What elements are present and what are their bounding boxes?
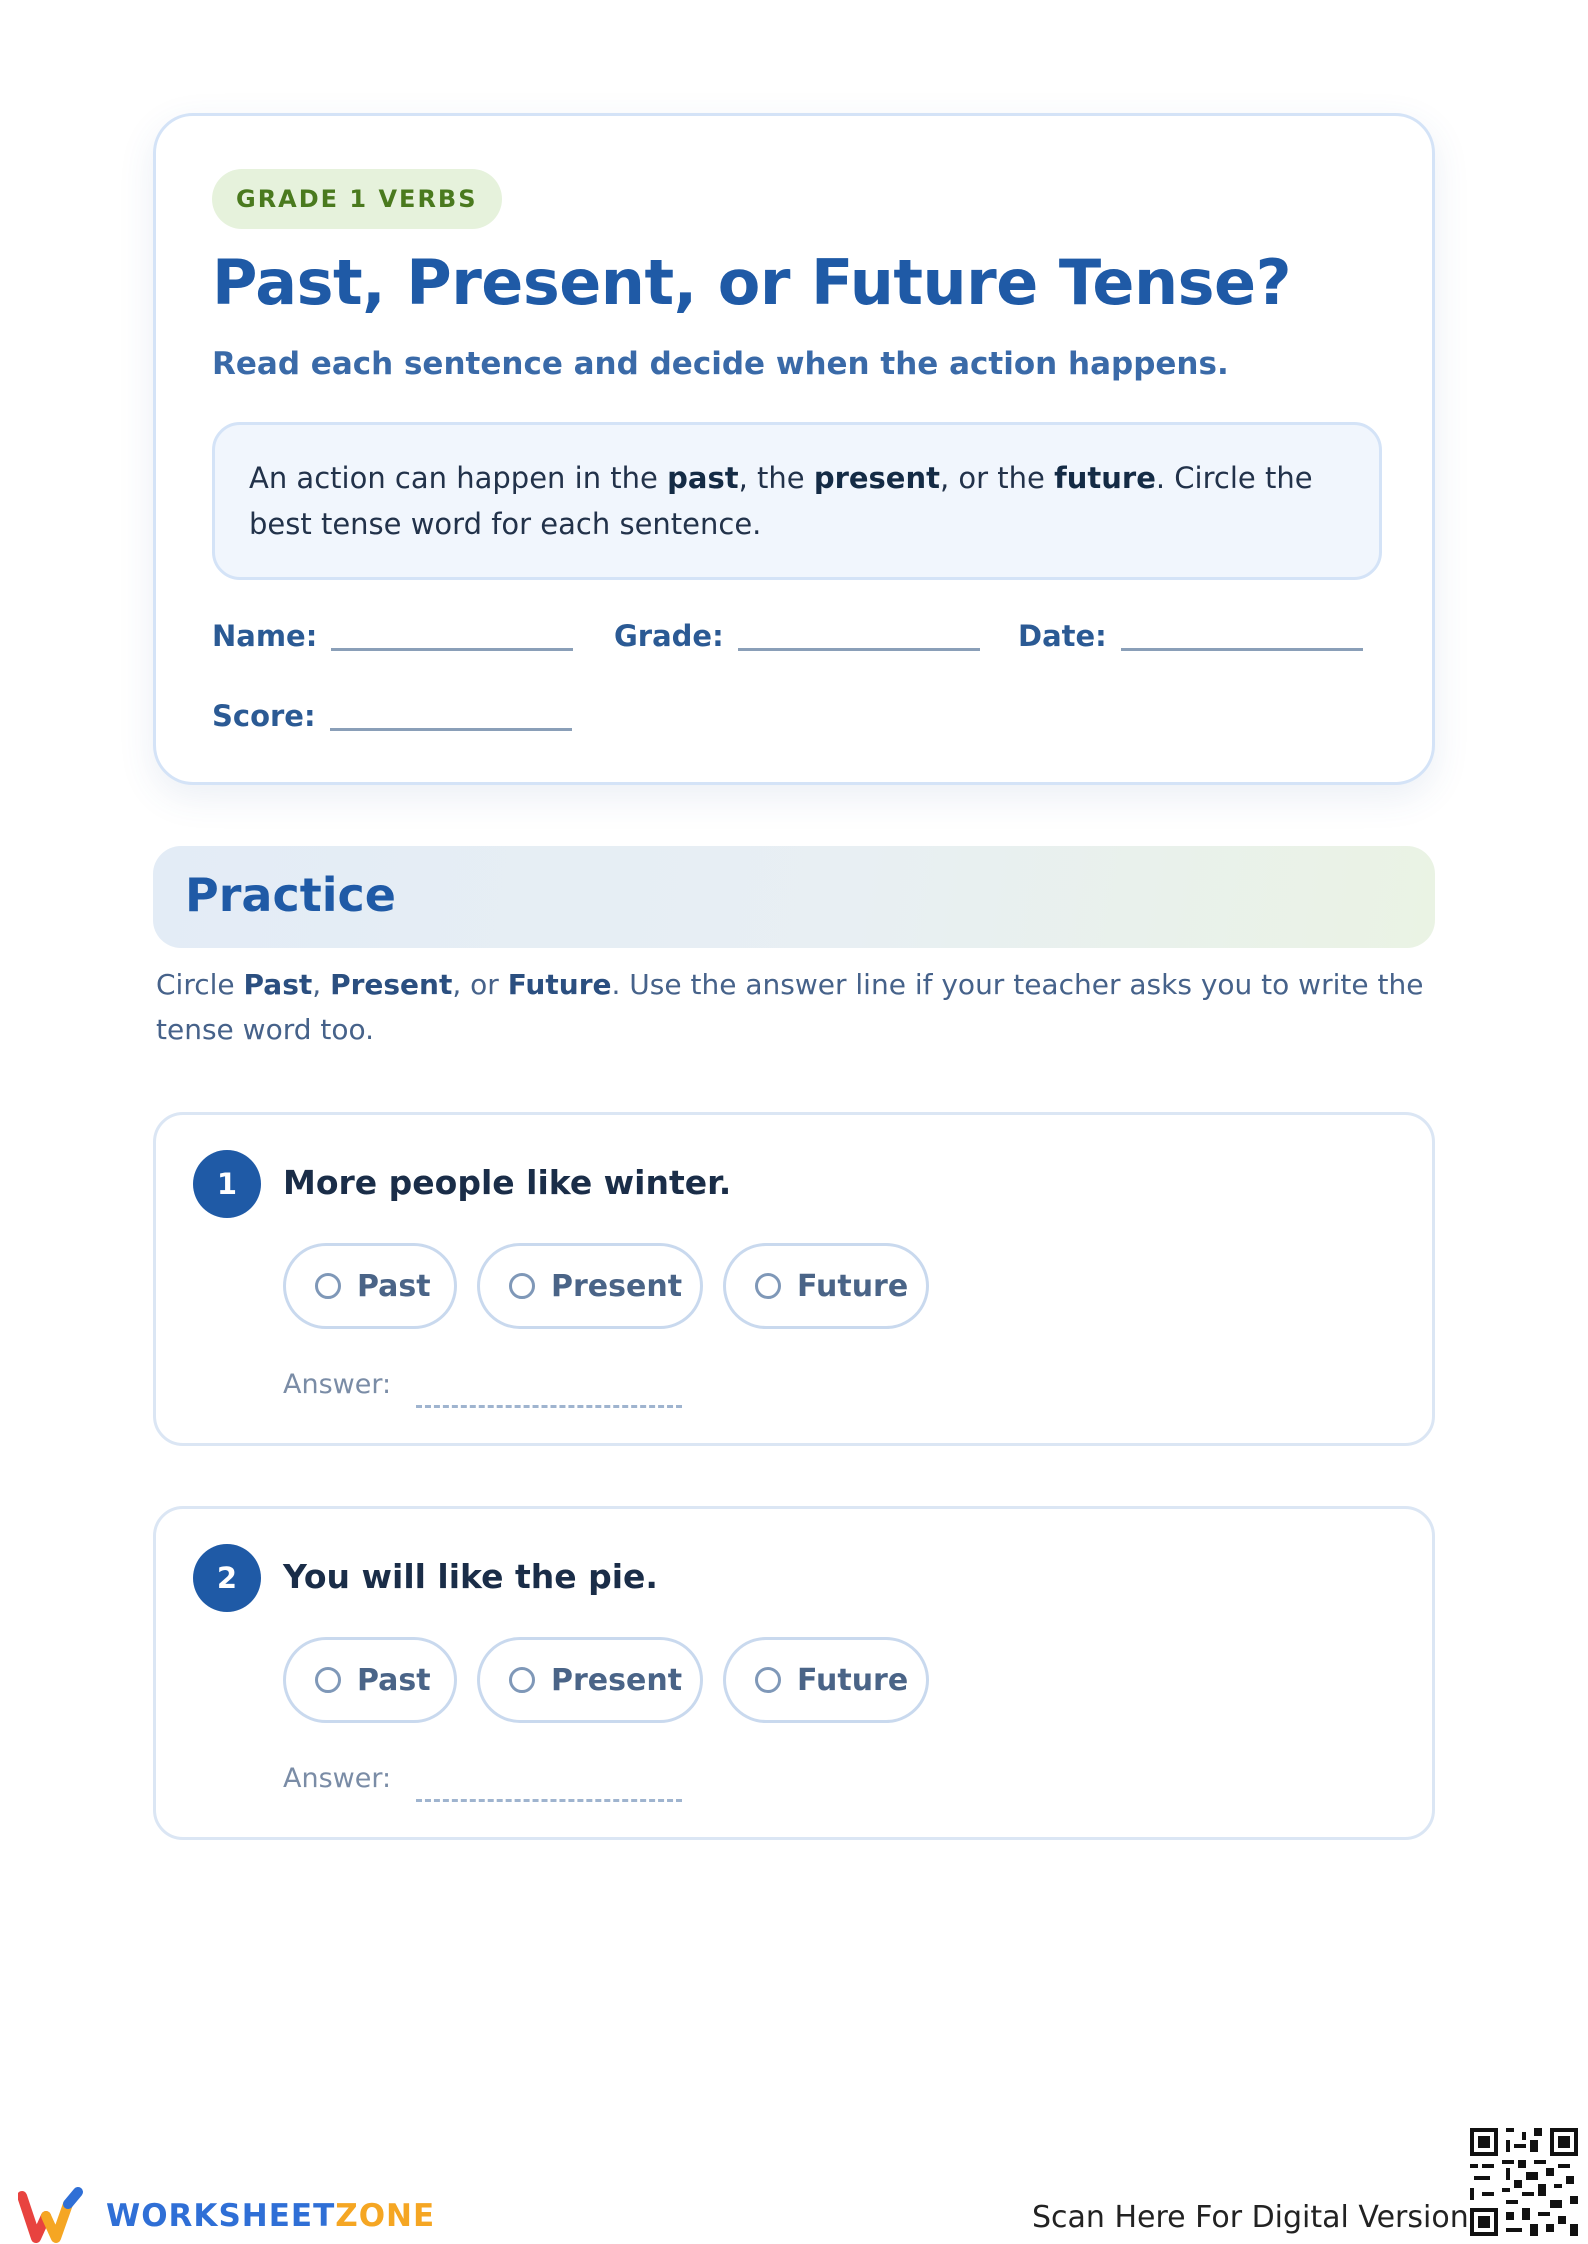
- name-label: Name:: [212, 619, 318, 653]
- info-bold-past: past: [667, 461, 739, 495]
- grade-field[interactable]: [614, 619, 980, 653]
- grade-badge: GRADE 1 VERBS: [212, 169, 502, 229]
- date-label: Date:: [1018, 619, 1107, 653]
- info-text: . Circle the best tense word for each sentence.: [249, 461, 1313, 541]
- radio-circle-icon: [755, 1273, 781, 1299]
- date-line[interactable]: [1121, 648, 1363, 651]
- radio-circle-icon: [315, 1667, 341, 1693]
- instr-text: . Use the answer line if your teacher asks you to write the tense word too.: [156, 968, 1424, 1046]
- grade-label: Grade:: [614, 619, 724, 653]
- header-card: [153, 113, 1435, 785]
- info-box: [212, 422, 1382, 580]
- info-bold-future: future: [1054, 461, 1156, 495]
- instr-text: , or: [452, 968, 508, 1001]
- score-field[interactable]: [212, 699, 572, 733]
- info-bold-present: present: [813, 461, 940, 495]
- date-field[interactable]: [1018, 619, 1363, 653]
- radio-circle-icon: [509, 1273, 535, 1299]
- brand-name: [106, 2198, 435, 2234]
- question-card-2: [153, 1506, 1435, 1840]
- option-label: Future: [797, 1268, 909, 1304]
- name-field[interactable]: [212, 619, 573, 653]
- option-present-button[interactable]: [477, 1637, 703, 1723]
- instr-text: ,: [312, 968, 331, 1001]
- option-past-button[interactable]: [283, 1637, 457, 1723]
- option-label: Present: [551, 1662, 683, 1698]
- name-line[interactable]: [331, 648, 573, 651]
- info-text: , the: [738, 461, 814, 495]
- radio-circle-icon: [315, 1273, 341, 1299]
- page-subtitle: Read each sentence and decide when the action happens.: [212, 346, 1229, 382]
- question-card-1: [153, 1112, 1435, 1446]
- answer-label: Answer:: [283, 1369, 392, 1400]
- question-number: 2: [193, 1544, 261, 1612]
- option-label: Future: [797, 1662, 909, 1698]
- brand-main: WORKSHEET: [106, 2198, 336, 2234]
- worksheetzone-w-logo-icon: [18, 2186, 94, 2244]
- option-past-button[interactable]: [283, 1243, 457, 1329]
- grade-line[interactable]: [738, 648, 980, 651]
- instr-bold-past: Past: [243, 968, 313, 1001]
- radio-circle-icon: [755, 1667, 781, 1693]
- qr-code[interactable]: [1470, 2128, 1578, 2236]
- option-label: Past: [357, 1268, 431, 1304]
- info-text: An action can happen in the: [249, 461, 668, 495]
- worksheetzone-logo: [18, 2186, 435, 2244]
- option-label: Past: [357, 1662, 431, 1698]
- radio-circle-icon: [509, 1667, 535, 1693]
- instr-bold-future: Future: [507, 968, 612, 1001]
- practice-header: [153, 846, 1435, 948]
- practice-instructions: [156, 962, 1436, 1052]
- answer-line[interactable]: [416, 1405, 682, 1408]
- score-line[interactable]: [330, 728, 572, 731]
- option-future-button[interactable]: [723, 1637, 929, 1723]
- score-label: Score:: [212, 699, 316, 733]
- question-number: 1: [193, 1150, 261, 1218]
- option-future-button[interactable]: [723, 1243, 929, 1329]
- instr-text: Circle: [156, 968, 244, 1001]
- practice-title: Practice: [185, 868, 396, 922]
- answer-label: Answer:: [283, 1763, 392, 1794]
- info-text: , or the: [939, 461, 1055, 495]
- page-title: Past, Present, or Future Tense?: [212, 246, 1292, 319]
- question-sentence: More people like winter.: [283, 1163, 732, 1202]
- answer-line[interactable]: [416, 1799, 682, 1802]
- brand-accent: ZONE: [335, 2198, 436, 2234]
- option-label: Present: [551, 1268, 683, 1304]
- scan-text: Scan Here For Digital Version: [1032, 2200, 1469, 2235]
- question-sentence: You will like the pie.: [283, 1557, 658, 1596]
- instr-bold-present: Present: [330, 968, 453, 1001]
- option-present-button[interactable]: [477, 1243, 703, 1329]
